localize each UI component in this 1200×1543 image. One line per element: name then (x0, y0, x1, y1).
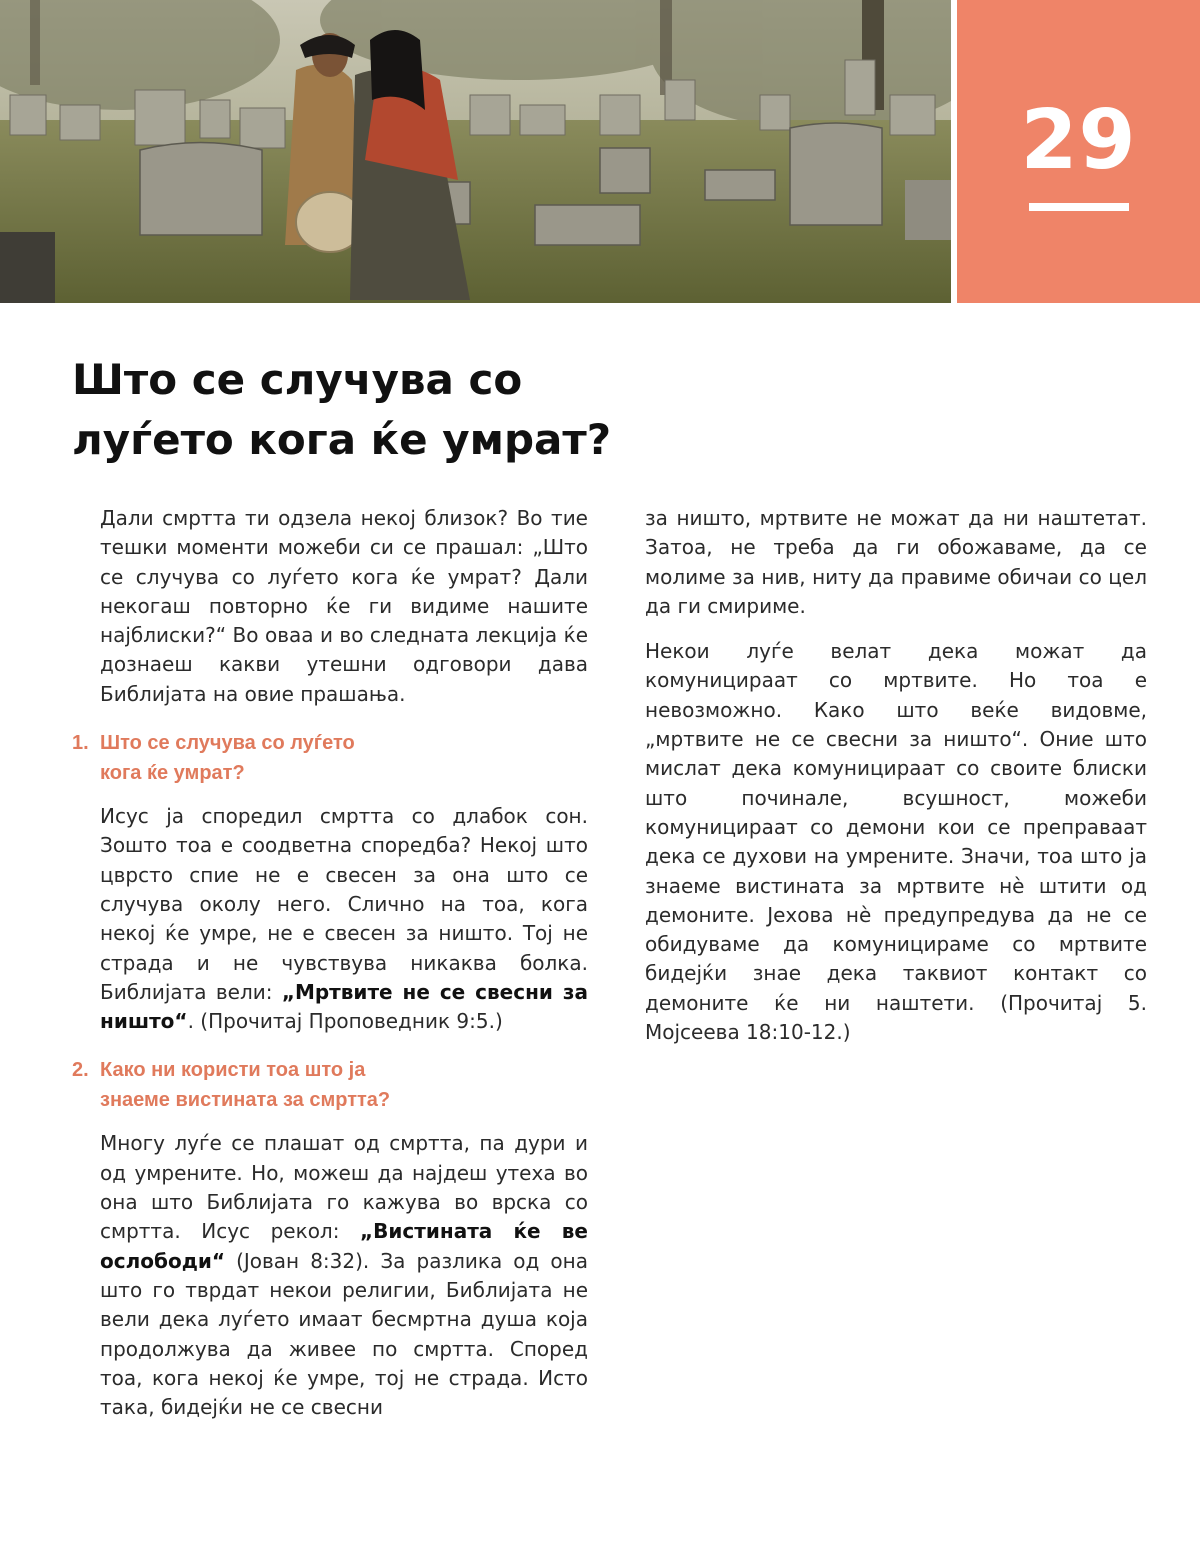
header-photo (0, 0, 951, 303)
section-2-text: Многу луѓе се плашат од смртта, па дури и од умрените. Но, можеш да најдеш утеха во она што Библијата го кажува во врска со смртта. Исус рекол: (100, 1131, 588, 1244)
section-2-paragraph (100, 1129, 588, 1422)
section-1-heading-line-1: Што се случува со луѓето (100, 732, 355, 755)
section-1-paragraph (100, 802, 588, 1036)
section-2-number: 2. (72, 1059, 89, 1082)
lesson-number-box (957, 0, 1200, 303)
section-2-quote: „Вистината ќе ве ослободи“ (100, 1219, 588, 1273)
lesson-number-underline (1029, 203, 1129, 211)
page-title (72, 350, 972, 470)
lesson-number: 29 (1020, 93, 1137, 188)
section-2-heading (72, 1056, 588, 1115)
section-1-text: Исус ја споредил смртта со длабок сон. Зошто тоа е соодветна споредба? Некој што цврсто спие не е свесен за она што се случува околу него. Слично на тоа, кога некој ќе умре, не е свесен за ништо. Тој не страда и не чувствува никаква болка. Библијата вели: (100, 804, 588, 1004)
section-1-citation: . (Прочитај Проповедник 9:5.) (187, 1009, 503, 1034)
section-1-heading-line-2: кога ќе умрат? (100, 761, 245, 784)
section-1-heading (72, 729, 588, 788)
section-2-heading-line-1: Како ни користи тоа што ја (100, 1059, 366, 1082)
page-title-line-2: луѓето кога ќе умрат? (72, 415, 612, 464)
cemetery-photo-illustration (0, 0, 951, 303)
section-2-second-paragraph: Некои луѓе велат дека можат да комуницираат со мртвите. Но тоа е невозможно. Како што веќе видовме, „мртвите не се свесни за ништо“. Оние што мислат дека комуницираат со своите блиски што починале, всушност, можеби комуницираат со демони кои се преправаат дека се духови на умрените. Значи, тоа што ја знаеме вистината за мртвите нè штити од демоните. Јехова нè предупредува да не се обидуваме да комуницираме со мртвите бидејќи знае дека таквиот контакт со демоните ќе ни наштети. (Прочитај 5. Мојсеева 18:10-12.) (645, 639, 1147, 1045)
section-2-text-continued: (Јован 8:32). За разлика од она што го тврдат некои религии, Библијата не вели дека луѓето имаат бесмртна душа која продолжува да живее по смртта. Според тоа, кога некој ќе умре, тој не страда. Исто така, бидејќи не се свесни (100, 1248, 588, 1420)
intro-paragraph: Дали смртта ти одзела некој близок? Во тие тешки моменти можеби си се прашал: „Што се случува со луѓето кога ќе умрат? Дали некогаш повторно ќе ги видиме нашите најблиски?“ Во оваа и во следната лекција ќе дознаеш какви утешни одговори дава Библијата на овие прашања. (100, 506, 588, 706)
section-1-quote: „Мртвите не се свесни за ништо“ (100, 979, 588, 1034)
page-title-line-1: Што се случува со (72, 355, 523, 404)
right-column (645, 504, 1147, 1063)
left-column (72, 504, 588, 1422)
section-2-heading-line-2: знаеме вистината за смртта? (100, 1088, 391, 1111)
section-2-continuation: за ништо, мртвите не можат да ни наштетат. Затоа, не треба да ги обожаваме, да се молиме за нив, ниту да правиме обичаи со цел да ги смириме. (645, 506, 1147, 618)
section-1-number: 1. (72, 732, 89, 755)
